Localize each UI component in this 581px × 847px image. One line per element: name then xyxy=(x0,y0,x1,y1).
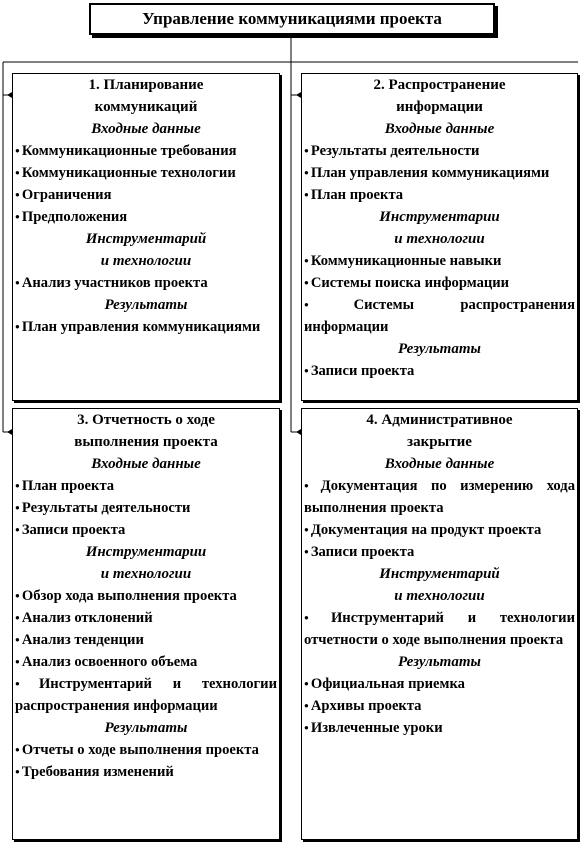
list-item: ● Архивы проекта xyxy=(304,695,575,717)
block-heading: коммуникаций xyxy=(94,99,198,115)
section-label: Инструментарий xyxy=(85,231,207,247)
list-item: ● Извлеченные уроки xyxy=(304,717,575,739)
block-heading: 4. Административное xyxy=(366,412,513,428)
list-item: ● Записи проекта xyxy=(304,360,575,382)
section-label: Результаты xyxy=(104,297,188,313)
section-label: и технологии xyxy=(100,566,192,582)
list-item: ● Официальная приемка xyxy=(304,673,575,695)
section-label: Инструментарии xyxy=(85,544,207,560)
list-item: ● Отчеты о ходе выполнения проекта xyxy=(15,739,277,761)
list-item: ● Коммуникационные требования xyxy=(15,140,277,162)
block-closure xyxy=(301,408,578,840)
list-item: ● Инструментарий и технологии отчетности о ходе выполнения проекта xyxy=(304,607,575,651)
block-heading: выполнения проекта xyxy=(74,434,218,450)
block-heading: закрытие xyxy=(407,434,472,450)
section-label: Входные данные xyxy=(91,456,201,472)
block-heading: 2. Распространение xyxy=(373,77,506,93)
list-item: ● Анализ освоенного объема xyxy=(15,651,277,673)
list-item: ● Анализ участников проекта xyxy=(15,272,277,294)
list-item: ● Документация на продукт проекта xyxy=(304,519,575,541)
section-label: Инструментарий xyxy=(379,566,500,582)
block-planning xyxy=(12,73,280,401)
list-item: ● Анализ тенденции xyxy=(15,629,277,651)
list-item: ● Системы поиска информации xyxy=(304,272,575,294)
list-item: ● Результаты деятельности xyxy=(15,497,277,519)
block-heading: 1. Планирование xyxy=(88,77,204,93)
list-item: ● Анализ отклонений xyxy=(15,607,277,629)
block-distribution xyxy=(301,73,578,401)
diagram-title: Управление коммуникациями проекта xyxy=(89,3,495,35)
list-item: ● Записи проекта xyxy=(304,541,575,563)
list-item: ● Коммуникационные технологии xyxy=(15,162,277,184)
section-label: и технологии xyxy=(100,253,192,269)
list-item: ● План проекта xyxy=(15,475,277,497)
section-label: Результаты xyxy=(104,720,188,736)
section-label: Входные данные xyxy=(384,456,495,472)
list-item: ● Документация по измерению хода выполнения проекта xyxy=(304,475,575,519)
list-item: ● Результаты деятельности xyxy=(304,140,575,162)
list-item: ● Записи проекта xyxy=(15,519,277,541)
block-heading: информации xyxy=(396,99,483,115)
section-label: Результаты xyxy=(398,341,481,357)
list-item: ● Ограничения xyxy=(15,184,277,206)
list-item: ● План управления коммуникациями xyxy=(15,316,277,338)
list-item: ● План проекта xyxy=(304,184,575,206)
list-item: ● Обзор хода выполнения проекта xyxy=(15,585,277,607)
list-item: ● Предположения xyxy=(15,206,277,228)
section-label: и технологии xyxy=(394,231,485,247)
list-item: ● План управления коммуникациями xyxy=(304,162,575,184)
list-item: ● Системы распространения информации xyxy=(304,294,575,338)
list-item: ● Требования изменений xyxy=(15,761,277,783)
block-reporting xyxy=(12,408,280,840)
section-label: Результаты xyxy=(398,654,481,670)
list-item: ● Инструментарий и технологии распространения информации xyxy=(15,673,277,717)
section-label: и технологии xyxy=(394,588,485,604)
list-item: ● Коммуникационные навыки xyxy=(304,250,575,272)
section-label: Входные данные xyxy=(91,121,201,137)
section-label: Входные данные xyxy=(384,121,495,137)
section-label: Инструментарии xyxy=(379,209,500,225)
block-heading: 3. Отчетность о ходе xyxy=(77,412,215,428)
